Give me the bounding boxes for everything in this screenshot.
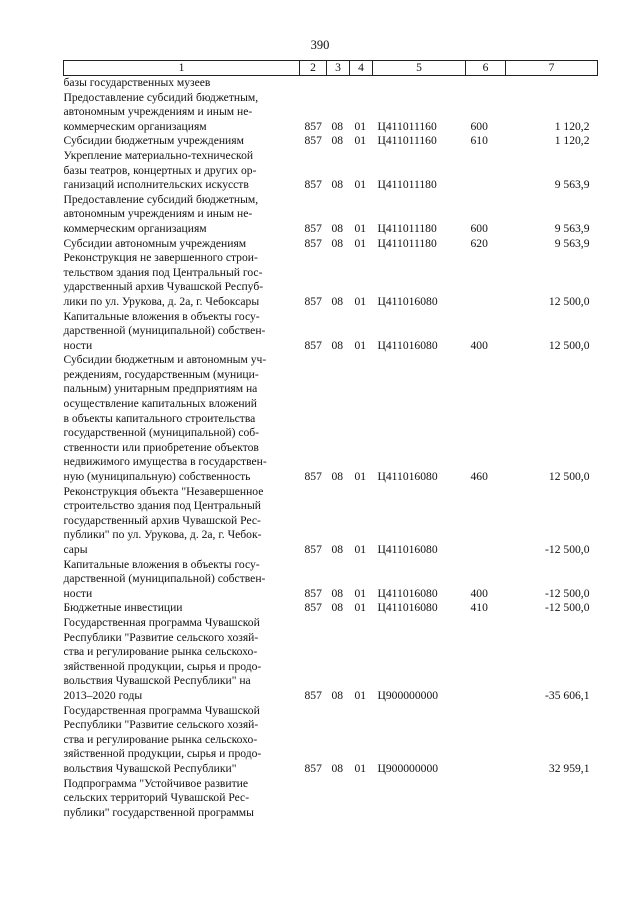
expense-type-code: [466, 616, 506, 704]
subsection-code: 01: [354, 338, 367, 352]
column-header: 7: [506, 61, 598, 76]
amount: 1 120,2: [554, 119, 590, 133]
description-line: Государственная программа Чувашской: [63, 703, 260, 717]
description-line: Субсидии автономным учреждениям: [63, 236, 247, 250]
amount: -35 606,1: [545, 688, 590, 702]
amount: 12 500,0: [548, 294, 590, 308]
amount: -12 500,0: [545, 543, 590, 556]
amount: [506, 777, 598, 821]
description-line: Бюджетные инвестиции: [63, 601, 183, 615]
description-line: Подпрограмма "Устойчивое развитие: [63, 776, 249, 790]
row-description: [64, 353, 300, 484]
description-line: ства и регулирование рынка сельскохо-: [63, 645, 258, 659]
description-line: ную (муниципальную) собственность: [63, 470, 251, 484]
description-line: ганизаций исполнительских искусств: [63, 178, 249, 192]
expense-type-code: [466, 251, 506, 309]
description-line: в объекты капитального строительства: [63, 411, 256, 425]
subsection-code: [350, 777, 373, 821]
description-line: коммерческим организациям: [63, 119, 207, 133]
description-line: дарственной (муниципальной) собствен-: [63, 324, 266, 338]
table-header-row: [64, 61, 598, 76]
row-description: [64, 616, 300, 704]
target-article-code: Ц411016080: [377, 601, 438, 615]
section-code: 08: [331, 221, 344, 235]
expense-type-code: 400: [470, 338, 488, 352]
section-code: 08: [331, 178, 344, 192]
target-article-code: Ц411016080: [377, 543, 438, 556]
table-row: [64, 193, 598, 237]
budget-table: [63, 60, 598, 820]
description-line: публики" государственной программы: [63, 805, 254, 819]
description-line: Предоставление субсидий бюджетным,: [63, 90, 259, 104]
row-description: [64, 149, 300, 193]
table-row: [64, 601, 598, 616]
expense-type-code: [466, 76, 506, 91]
section-code: 08: [331, 134, 344, 148]
section-code: 08: [331, 761, 344, 775]
expense-type-code: 610: [470, 134, 488, 148]
amount: 9 563,9: [554, 221, 590, 235]
table-row: [64, 149, 598, 193]
target-article-code: Ц411011180: [377, 178, 437, 192]
section-code: 08: [331, 119, 344, 133]
expense-type-code: 400: [470, 586, 488, 600]
admin-code: 857: [304, 178, 322, 192]
table-row: [64, 91, 598, 135]
expense-type-code: [466, 485, 506, 558]
table-row: [64, 616, 598, 704]
subsection-code: 01: [354, 119, 367, 133]
description-line: публики" по ул. Урукова, д. 2а, г. Чебок-: [63, 528, 262, 542]
description-line: сары: [63, 543, 88, 556]
table-row: [64, 251, 598, 309]
column-header: 3: [327, 61, 350, 76]
section-code: 08: [331, 688, 344, 702]
description-line: вольствия Чувашской Республики": [63, 761, 237, 775]
expense-type-code: 460: [470, 470, 488, 484]
description-line: осуществление капитальных вложений: [63, 397, 257, 411]
row-description: [64, 134, 300, 149]
row-description: [64, 601, 300, 616]
expense-type-code: [466, 704, 506, 777]
admin-code: [300, 777, 327, 821]
section-code: 08: [331, 338, 344, 352]
description-line: зяйственной продукции, сырья и продо-: [63, 659, 262, 673]
section-code: 08: [331, 586, 344, 600]
admin-code: 857: [304, 586, 322, 600]
description-line: дарственной (муниципальной) собствен-: [63, 572, 266, 586]
subsection-code: 01: [354, 543, 367, 556]
admin-code: 857: [304, 221, 322, 235]
section-code: 08: [331, 543, 344, 556]
subsection-code: 01: [354, 294, 367, 308]
admin-code: 857: [304, 134, 322, 148]
table-row: [64, 485, 598, 558]
subsection-code: 01: [354, 178, 367, 192]
table-row: [64, 310, 598, 354]
description-line: Укрепление материально-технической: [63, 148, 254, 162]
expense-type-code: [466, 777, 506, 821]
target-article-code: [373, 76, 466, 91]
description-line: Республики "Развитие сельского хозяй-: [63, 718, 259, 732]
amount: -12 500,0: [545, 601, 590, 615]
row-description: [64, 91, 300, 135]
description-line: тельством здания под Центральный гос-: [63, 265, 263, 279]
target-article-code: Ц411011180: [377, 221, 437, 235]
section-code: [327, 76, 350, 91]
table-row: [64, 704, 598, 777]
description-line: Государственная программа Чувашской: [63, 615, 260, 629]
admin-code: 857: [304, 761, 322, 775]
target-article-code: Ц411011160: [377, 119, 437, 133]
subsection-code: 01: [354, 688, 367, 702]
amount: 1 120,2: [554, 134, 590, 148]
section-code: 08: [331, 470, 344, 484]
amount: [506, 76, 598, 91]
admin-code: 857: [304, 338, 322, 352]
amount: 9 563,9: [554, 236, 590, 250]
description-line: Субсидии бюджетным и автономным уч-: [63, 353, 267, 367]
subsection-code: 01: [354, 236, 367, 250]
expense-type-code: 620: [470, 236, 488, 250]
amount: 12 500,0: [548, 338, 590, 352]
admin-code: 857: [304, 470, 322, 484]
target-article-code: Ц411016080: [377, 294, 438, 308]
subsection-code: [350, 76, 373, 91]
admin-code: 857: [304, 119, 322, 133]
subsection-code: 01: [354, 134, 367, 148]
row-description: [64, 485, 300, 558]
description-line: Республики "Развитие сельского хозяй-: [63, 630, 259, 644]
table-row: [64, 76, 598, 91]
table-row: [64, 134, 598, 149]
description-line: Реконструкция объекта "Незавершенное: [63, 484, 264, 498]
description-line: государственный архив Чувашской Рес-: [63, 513, 261, 527]
description-line: лики по ул. Урукова, д. 2а, г. Чебоксары: [63, 294, 260, 308]
description-line: автономным учреждениям и иным не-: [63, 207, 253, 221]
expense-type-code: 600: [470, 221, 488, 235]
subsection-code: 01: [354, 586, 367, 600]
description-line: Реконструкция не завершенного строи-: [63, 251, 258, 265]
description-line: 2013–2020 годы: [63, 688, 143, 702]
column-header: 2: [300, 61, 327, 76]
description-line: недвижимого имущества в государствен-: [63, 455, 267, 469]
subsection-code: 01: [354, 221, 367, 235]
description-line: Предоставление субсидий бюджетным,: [63, 192, 259, 206]
table-row: [64, 237, 598, 252]
target-article-code: Ц411016080: [377, 338, 438, 352]
section-code: 08: [331, 294, 344, 308]
section-code: [327, 777, 350, 821]
subsection-code: 01: [354, 761, 367, 775]
description-line: строительство здания под Центральный: [63, 499, 262, 513]
expense-type-code: 600: [470, 119, 488, 133]
description-line: коммерческим организациям: [63, 221, 207, 235]
target-article-code: Ц411016080: [377, 470, 438, 484]
description-line: Капитальные вложения в объекты госу-: [63, 309, 260, 323]
description-line: сельских территорий Чувашской Рес-: [63, 791, 250, 805]
description-line: Капитальные вложения в объекты госу-: [63, 557, 260, 571]
target-article-code: Ц900000000: [377, 688, 439, 702]
expense-type-code: 410: [470, 601, 488, 615]
subsection-code: 01: [354, 470, 367, 484]
admin-code: 857: [304, 294, 322, 308]
subsection-code: 01: [354, 601, 367, 615]
amount: 9 563,9: [554, 178, 590, 192]
row-description: [64, 704, 300, 777]
admin-code: 857: [304, 236, 322, 250]
row-description: [64, 251, 300, 309]
target-article-code: Ц411016080: [377, 586, 438, 600]
target-article-code: Ц411011160: [377, 134, 437, 148]
description-line: ства и регулирование рынка сельскохо-: [63, 732, 258, 746]
description-line: ности: [63, 338, 93, 352]
description-line: вольствия Чувашской Республики" на: [63, 674, 251, 688]
row-description: [64, 76, 300, 91]
admin-code: 857: [304, 543, 322, 556]
amount: 32 959,1: [548, 761, 590, 775]
admin-code: 857: [304, 601, 322, 615]
description-line: пальным) унитарным предприятиям на: [63, 382, 258, 396]
description-line: автономным учреждениям и иным не-: [63, 105, 253, 119]
target-article-code: [373, 777, 466, 821]
column-header: 4: [350, 61, 373, 76]
target-article-code: Ц411011180: [377, 236, 437, 250]
description-line: государственной (муниципальной) соб-: [63, 426, 260, 440]
table-row: [64, 558, 598, 602]
description-line: Субсидии бюджетным учреждениям: [63, 134, 244, 148]
column-header: 1: [64, 61, 300, 76]
column-header: 6: [466, 61, 506, 76]
admin-code: 857: [304, 688, 322, 702]
row-description: [64, 193, 300, 237]
description-line: базы государственных музеев: [63, 76, 211, 89]
admin-code: [300, 76, 327, 91]
description-line: ударственный архив Чувашской Респуб-: [63, 280, 264, 294]
page-number: 390: [310, 38, 330, 52]
description-line: реждениям, государственным (муници-: [63, 367, 259, 381]
description-line: зяйственной продукции, сырья и продо-: [63, 747, 262, 761]
row-description: [64, 310, 300, 354]
description-line: ности: [63, 586, 93, 600]
amount: 12 500,0: [548, 470, 590, 484]
row-description: [64, 237, 300, 252]
section-code: 08: [331, 601, 344, 615]
table-row: [64, 777, 598, 821]
description-line: базы театров, концертных и других ор-: [63, 163, 257, 177]
expense-type-code: [466, 149, 506, 193]
description-line: ственности или приобретение объектов: [63, 440, 259, 454]
section-code: 08: [331, 236, 344, 250]
row-description: [64, 777, 300, 821]
target-article-code: Ц900000000: [377, 761, 439, 775]
table-row: [64, 353, 598, 484]
column-header: 5: [373, 61, 466, 76]
row-description: [64, 558, 300, 602]
amount: -12 500,0: [545, 586, 590, 600]
